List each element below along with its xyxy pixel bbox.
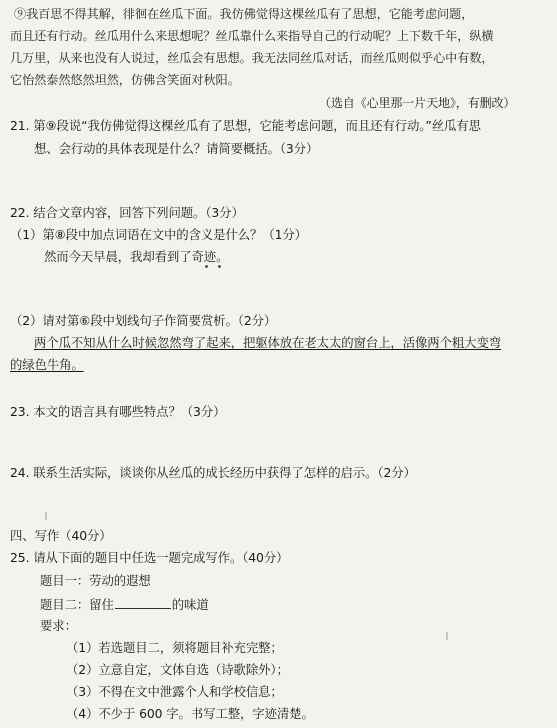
question-23: 23. 本文的语言具有哪些特点？（3分） bbox=[10, 404, 226, 419]
question-25: 25. 请从下面的题目中任选一题完成写作。（40分） bbox=[10, 550, 289, 565]
quote-prefix: 然而今天早晨，我却看到了 bbox=[44, 249, 192, 264]
question-24: 24. 联系生活实际，谈谈你从丝瓜的成长经历中获得了怎样的启示。（2分） bbox=[10, 465, 416, 480]
question-22-sub-2-quote-line-2 bbox=[10, 357, 84, 373]
requirement-3: （3）不得在文中泄露个人和学校信息； bbox=[66, 684, 283, 699]
requirement-4: （4）不少于 600 字。书写工整，字迹清楚。 bbox=[66, 706, 314, 721]
passage-line-2: 而且还有行动。丝瓜用什么来思想呢？丝瓜靠什么来指导自己的行动呢？上下数千年，纵横 bbox=[10, 29, 494, 43]
writing-section-title: 四、写作（40分） bbox=[10, 528, 112, 543]
quote-suffix: 。 bbox=[216, 249, 229, 264]
requirements-label: 要求： bbox=[40, 618, 77, 633]
passage-source: （选自《心里那一片天地》，有删改） bbox=[319, 96, 516, 110]
emphasis-dot bbox=[205, 265, 208, 268]
question-22-sub-1-quote bbox=[44, 249, 228, 265]
topic-2-prefix: 题目二：留住 bbox=[40, 597, 114, 612]
question-22-sub-2-quote-line-1 bbox=[34, 335, 501, 351]
question-22-sub-1: （1）第⑧段中加点词语在文中的含义是什么？（1分） bbox=[10, 227, 307, 242]
passage-line-4: 它怡然泰然悠然坦然，仿佛含笑面对秋阳。 bbox=[10, 73, 240, 87]
title-blank-line bbox=[115, 596, 171, 609]
question-22-stem: 22. 结合文章内容，回答下列问题。（3分） bbox=[10, 205, 244, 220]
dotted-word: 奇迹 bbox=[191, 249, 217, 264]
underlined-sentence: 两个瓜不知从什么时候忽然弯了起来，把躯体放在老太太的窗台上，活像两个粗大变弯 bbox=[34, 335, 502, 350]
emphasis-dot bbox=[218, 265, 221, 268]
requirement-2: （2）立意自定，文体自选（诗歌除外）； bbox=[66, 662, 289, 677]
topic-2 bbox=[40, 596, 209, 613]
question-21-line-1: 21. 第⑨段说“我仿佛觉得这棵丝瓜有了思想，它能考虑问题，而且还有行动。”丝瓜有思 bbox=[10, 118, 481, 133]
topic-2-suffix: 的味道 bbox=[171, 597, 209, 612]
passage-line-3: 几万里，从来也没有人说过，丝瓜会有思想。我无法同丝瓜对话，而丝瓜则似乎心中有数， bbox=[10, 51, 494, 65]
underlined-sentence-end: 的绿色牛角。 bbox=[10, 357, 84, 372]
topic-1: 题目一：劳动的遐想 bbox=[40, 573, 151, 588]
question-21-line-2: 想、会行动的具体表现是什么？请简要概括。（3分） bbox=[34, 141, 319, 156]
requirement-1: （1）若选题目二，须将题目补充完整； bbox=[66, 640, 283, 655]
scan-mark bbox=[45, 512, 47, 520]
passage-line-1: ⑨我百思不得其解，徘徊在丝瓜下面。我仿佛觉得这棵丝瓜有了思想，它能考虑问题， bbox=[14, 7, 474, 21]
scan-mark bbox=[446, 632, 448, 640]
question-22-sub-2: （2）请对第⑥段中划线句子作简要赏析。（2分） bbox=[10, 313, 277, 328]
